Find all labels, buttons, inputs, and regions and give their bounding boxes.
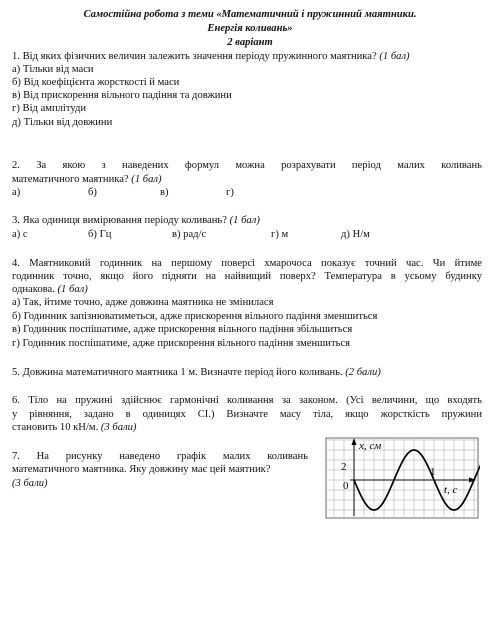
q1-text: 1. Від яких фізичних величин залежить значення періоду пружинного маятника? (1 бал)	[12, 51, 410, 62]
q2-points: (1 бал)	[131, 174, 162, 185]
q6-text-line1: 6. Тіло на пружині здійснює гармонічні коливання за законом. (Усі величини, що входять	[12, 395, 482, 406]
q7-text-line2: математичного маятника. Яку довжину має цей маятник?	[12, 464, 271, 475]
x-tick-label-1: 1	[430, 466, 436, 478]
y-tick-label-0: 0	[343, 480, 349, 492]
q4-text-line1: 4. Маятниковий годинник на першому поверсі хмарочоса показує точний час. Чи йтиме	[12, 258, 482, 269]
q3-option-c: в) рад/с	[172, 229, 207, 240]
variant-label: 2 варіант	[227, 37, 273, 48]
q7-points: (3 бали)	[12, 478, 48, 489]
q6-text-line2: у рівняння, задано в одиницях СІ.) Визначте масу тіла, якщо жорсткість пружини	[12, 409, 482, 420]
q4-text-line2: годинник точно, якщо його підняти на найвищий поверх? Температура в усьому будинку	[12, 271, 482, 282]
q1-option-c: в) Від прискорення вільного падіння та довжини	[12, 90, 232, 101]
y-axis-label: x, см	[359, 440, 382, 452]
q1-option-b: б) Від коефіцієнта жорсткості й маси	[12, 77, 180, 88]
page-title-line2: Енергія коливань»	[207, 23, 293, 34]
q1-option-a: а) Тільки від маси	[12, 64, 94, 75]
q2-text-line1: 2. За якою з наведених формул можна розрахувати період малих коливань	[12, 160, 482, 171]
q5-points: (2 бали)	[345, 367, 381, 378]
q4-option-d: г) Годинник поспішатиме, адже прискорення вільного падіння зменшиться	[12, 338, 351, 349]
q3-text: 3. Яка одиниця вимірювання періоду коливань? (1 бал)	[12, 215, 260, 226]
q6-points: (3 бали)	[100, 422, 137, 433]
q4-points: (1 бал)	[57, 284, 88, 295]
q2-option-a: а)	[12, 187, 21, 198]
q4-option-c: в) Годинник поспішатиме, адже прискорення вільного падіння збільшиться	[12, 324, 353, 335]
q4-option-a: а) Так, йтиме точно, адже довжина маятника не змінилася	[12, 297, 274, 308]
q1-option-e: д) Тільки від довжини	[12, 117, 113, 128]
q2-option-c: в)	[160, 187, 169, 198]
q2-option-d: г)	[226, 187, 234, 198]
q7-text-line1: 7. На рисунку наведено графік малих коливань	[12, 451, 308, 462]
q3-points: (1 бал)	[229, 215, 260, 226]
q3-option-d: г) м	[271, 229, 289, 240]
q6-text-line3: становить 10 кН/м. (3 бали)	[12, 422, 137, 433]
q4-option-b: б) Годинник запізнюватиметься, адже прискорення вільного падіння зменшиться	[12, 311, 378, 322]
q3-option-e: д) Н/м	[341, 229, 370, 240]
q4-text-line3: однакова. (1 бал)	[12, 284, 88, 295]
page-title-line1: Самостійна робота з теми «Математичний і пружинний маятники.	[83, 9, 417, 20]
q3-option-a: а) с	[12, 229, 28, 240]
oscillation-graph	[320, 436, 480, 521]
y-tick-label-2: 2	[341, 461, 347, 473]
q5-text: 5. Довжина математичного маятника 1 м. Визначте період його коливань. (2 бали)	[12, 367, 381, 378]
q1-points: (1 бал)	[379, 51, 410, 62]
q3-option-b: б) Гц	[88, 229, 112, 240]
q1-option-d: г) Від амплітуди	[12, 103, 87, 114]
x-axis-label: t, с	[444, 484, 458, 496]
q2-text-line2: математичного маятника? (1 бал)	[12, 174, 162, 185]
q2-option-b: б)	[88, 187, 97, 198]
